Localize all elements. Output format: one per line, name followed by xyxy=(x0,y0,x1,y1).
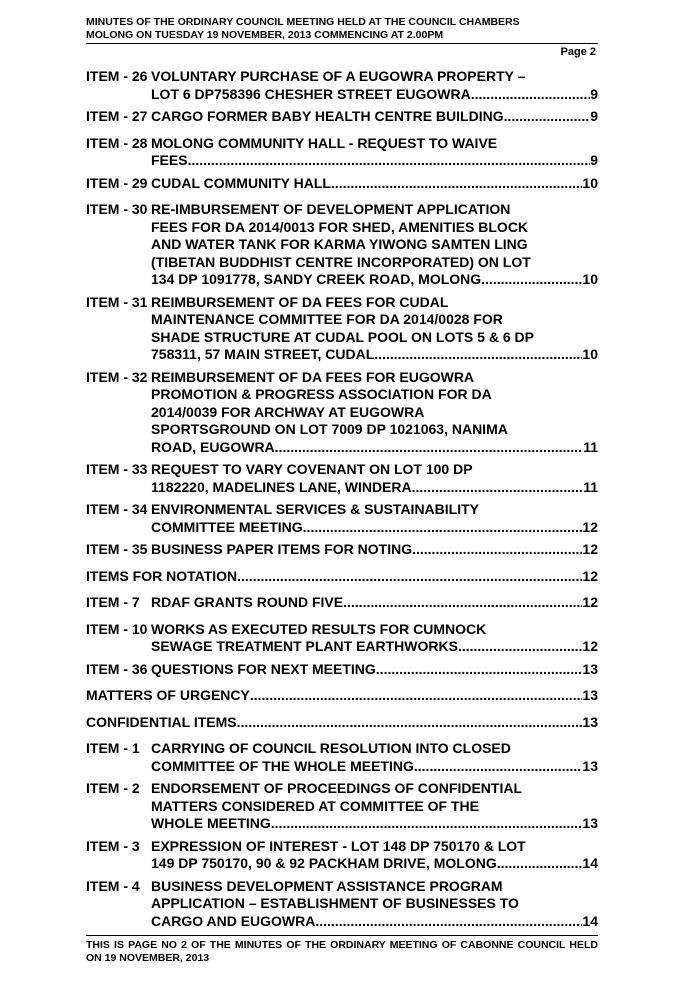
toc-entry xyxy=(86,135,598,170)
toc-entry-title xyxy=(151,369,598,457)
toc-title-line: FEES FOR DA 2014/0013 FOR SHED, AMENITIES BLOCK xyxy=(151,218,529,235)
toc-title-line: MATTERS CONSIDERED AT COMMITTEE OF THE xyxy=(151,797,479,814)
toc-item-number: ITEM - 27 xyxy=(86,108,148,124)
toc-title-line: MATTERS OF URGENCY xyxy=(86,687,250,703)
toc-title-line: CONFIDENTIAL ITEMS xyxy=(86,713,237,730)
toc-entry-title xyxy=(151,594,598,612)
dot-leader xyxy=(504,108,591,126)
toc-entry xyxy=(86,68,598,103)
toc-page-number: 13 xyxy=(582,713,598,730)
toc-entry xyxy=(86,838,598,873)
toc-title-line: REQUEST TO VARY COVENANT ON LOT 100 DP xyxy=(151,461,473,477)
toc-item-number: ITEM - 30 xyxy=(86,201,148,217)
toc-entry-title xyxy=(151,461,598,496)
toc-entry-title xyxy=(151,135,598,170)
toc-entry-title xyxy=(151,621,598,656)
toc-entry-title xyxy=(151,175,598,193)
toc-title-line: WHOLE MEETING xyxy=(151,815,271,831)
toc-item-number: ITEM - 10 xyxy=(86,620,148,637)
toc-entry xyxy=(86,714,598,732)
toc-title-line: 2014/0039 FOR ARCHWAY AT EUGOWRA xyxy=(151,403,425,420)
toc-item-number: ITEM - 29 xyxy=(86,174,148,191)
toc-page-number: 10 xyxy=(582,271,598,287)
toc-entry xyxy=(86,568,598,586)
toc-title-line: QUESTIONS FOR NEXT MEETING xyxy=(151,660,376,677)
toc-entry-title xyxy=(151,201,598,289)
toc-entry xyxy=(86,594,598,612)
toc-title-line: CARRYING OF COUNCIL RESOLUTION INTO CLOSED xyxy=(151,740,511,756)
document-header xyxy=(86,16,598,44)
dot-leader xyxy=(315,913,582,931)
toc-entry-title xyxy=(151,740,598,775)
toc-title-line: RDAF GRANTS ROUND FIVE xyxy=(151,594,344,610)
toc-title-line: 1182220, MADELINES LANE, WINDERA xyxy=(151,478,412,495)
dot-leader xyxy=(343,594,582,612)
header-line-2: MOLONG ON TUESDAY 19 NOVEMBER, 2013 COMMENCING AT 2.00PM xyxy=(86,29,598,44)
toc-entry xyxy=(86,175,598,193)
toc-title-line: COMMITTEE MEETING xyxy=(151,518,303,535)
toc-title-line: APPLICATION – ESTABLISHMENT OF BUSINESSES TO xyxy=(151,895,519,911)
header-line-1: MINUTES OF THE ORDINARY COUNCIL MEETING HELD AT THE COUNCIL CHAMBERS xyxy=(86,16,520,28)
toc-item-number: ITEM - 4 xyxy=(86,877,140,894)
dot-leader xyxy=(331,175,583,193)
toc-item-number: ITEM - 1 xyxy=(86,740,140,756)
toc-entry-title xyxy=(151,294,598,364)
toc-entry xyxy=(86,108,598,126)
toc-page-number: 14 xyxy=(582,855,598,871)
toc-title-line: LOT 6 DP758396 CHESHER STREET EUGOWRA xyxy=(151,85,471,102)
toc-entry-title xyxy=(151,661,598,679)
toc-title-line: 149 DP 750170, 90 & 92 PACKHAM DRIVE, MOLONG xyxy=(151,855,497,871)
toc-page-number: 12 xyxy=(582,594,598,610)
toc-entry-title xyxy=(86,714,598,732)
toc-title-line: AND WATER TANK FOR KARMA YIWONG SAMTEN LING xyxy=(151,236,528,252)
toc-title-line: SHADE STRUCTURE AT CUDAL POOL ON LOTS 5 & 6 DP xyxy=(151,328,534,345)
toc-entry xyxy=(86,780,598,833)
toc-title-line: EXPRESSION OF INTEREST - LOT 148 DP 750170 & LOT xyxy=(151,837,526,854)
toc-item-number: ITEM - 28 xyxy=(86,134,148,151)
toc-title-line: BUSINESS PAPER ITEMS FOR NOTING xyxy=(151,541,413,557)
toc-title-line: REIMBURSEMENT OF DA FEES FOR EUGOWRA xyxy=(151,368,475,385)
toc-entry xyxy=(86,740,598,775)
toc-title-line: REIMBURSEMENT OF DA FEES FOR CUDAL xyxy=(151,293,449,310)
toc-title-line: 134 DP 1091778, SANDY CREEK ROAD, MOLONG xyxy=(151,271,482,287)
toc-page-number: 12 xyxy=(582,567,598,584)
toc-title-line: 758311, 57 MAIN STREET, CUDAL xyxy=(151,346,375,362)
document-footer: THIS IS PAGE NO 2 OF THE MINUTES OF THE ORDINARY MEETING OF CABONNE COUNCIL HELD ON 19 NOVEMBER, 2013 xyxy=(86,935,598,965)
toc-title-line: SEWAGE TREATMENT PLANT EARTHWORKS xyxy=(151,638,458,654)
toc-entry-title xyxy=(151,838,598,873)
toc-page-number: 12 xyxy=(582,518,598,535)
toc-page-number: 9 xyxy=(590,85,598,102)
toc-title-line: VOLUNTARY PURCHASE OF A EUGOWRA PROPERTY – xyxy=(151,68,526,84)
dot-leader xyxy=(188,152,591,170)
toc-page-number: 10 xyxy=(582,174,598,191)
page-number: Page 2 xyxy=(560,46,596,58)
dot-leader xyxy=(497,855,583,873)
toc-title-line: WORKS AS EXECUTED RESULTS FOR CUMNOCK xyxy=(151,620,487,637)
toc-item-number: ITEM - 32 xyxy=(86,368,148,385)
toc-title-line: FEES xyxy=(151,152,188,168)
toc-entry xyxy=(86,461,598,496)
toc-page-number: 11 xyxy=(583,438,598,455)
toc-title-line: ENVIRONMENTAL SERVICES & SUSTAINABILITY xyxy=(151,501,479,517)
toc-item-number: ITEM - 3 xyxy=(86,837,140,854)
toc-title-line: (TIBETAN BUDDHIST CENTRE INCORPORATED) ON LOT xyxy=(151,253,531,270)
dot-leader xyxy=(481,271,582,289)
toc-item-number: ITEM - 34 xyxy=(86,501,148,517)
dot-leader xyxy=(237,714,583,732)
toc-entry-title xyxy=(151,501,598,536)
toc-page-number: 10 xyxy=(582,346,598,362)
dot-leader xyxy=(412,479,584,497)
toc-title-line: CARGO FORMER BABY HEALTH CENTRE BUILDING xyxy=(151,108,504,124)
toc-page-number: 14 xyxy=(582,912,598,929)
toc-entry xyxy=(86,621,598,656)
toc-entry xyxy=(86,294,598,364)
toc-entry-title xyxy=(151,541,598,559)
dot-leader xyxy=(271,815,583,833)
toc-entry xyxy=(86,501,598,536)
dot-leader xyxy=(250,687,583,705)
dot-leader xyxy=(275,439,584,457)
toc-title-line: COMMITTEE OF THE WHOLE MEETING xyxy=(151,757,414,774)
dot-leader xyxy=(414,758,583,776)
toc-item-number: ITEM - 7 xyxy=(86,594,140,610)
toc-title-line: CARGO AND EUGOWRA xyxy=(151,912,316,929)
toc-entry-title xyxy=(151,780,598,833)
toc-title-line: CUDAL COMMUNITY HALL xyxy=(151,174,331,191)
toc-page-number: 12 xyxy=(582,541,598,557)
toc-title-line: MAINTENANCE COMMITTEE FOR DA 2014/0028 FOR xyxy=(151,311,503,327)
toc-title-line: PROMOTION & PROGRESS ASSOCIATION FOR DA xyxy=(151,386,492,402)
toc-entry xyxy=(86,541,598,559)
toc-item-number: ITEM - 35 xyxy=(86,541,148,557)
toc-title-line: SPORTSGROUND ON LOT 7009 DP 1021063, NANIMA xyxy=(151,421,508,437)
toc-entry-title xyxy=(86,687,598,705)
toc-title-line: ITEMS FOR NOTATION xyxy=(86,567,238,584)
toc-page-number: 13 xyxy=(582,660,598,677)
toc-page-number: 13 xyxy=(582,815,598,831)
dot-leader xyxy=(412,541,582,559)
toc-item-number: ITEM - 26 xyxy=(86,68,148,84)
toc-title-line: MOLONG COMMUNITY HALL - REQUEST TO WAIVE xyxy=(151,134,498,151)
toc-page-number: 13 xyxy=(582,687,598,703)
toc-page-number: 12 xyxy=(582,638,598,654)
dot-leader xyxy=(376,661,583,679)
toc-item-number: ITEM - 36 xyxy=(86,660,148,677)
toc-entry-title xyxy=(151,108,598,126)
dot-leader xyxy=(471,86,590,104)
toc-page-number: 9 xyxy=(590,108,598,124)
dot-leader xyxy=(237,568,582,586)
toc-entry-title xyxy=(151,878,598,931)
toc-entry-title xyxy=(151,68,598,103)
toc-entry xyxy=(86,201,598,289)
toc-entry xyxy=(86,687,598,705)
toc-entry xyxy=(86,661,598,679)
toc-entry xyxy=(86,878,598,931)
toc-page-number: 9 xyxy=(590,152,598,168)
dot-leader xyxy=(303,519,583,537)
toc-page-number: 13 xyxy=(582,757,598,774)
toc-title-line: BUSINESS DEVELOPMENT ASSISTANCE PROGRAM xyxy=(151,877,503,894)
table-of-contents xyxy=(86,68,598,935)
toc-entry xyxy=(86,369,598,457)
toc-title-line: RE-IMBURSEMENT OF DEVELOPMENT APPLICATION xyxy=(151,201,511,217)
toc-item-number: ITEM - 2 xyxy=(86,780,140,796)
toc-title-line: ROAD, EUGOWRA xyxy=(151,438,275,455)
dot-leader xyxy=(458,638,582,656)
toc-item-number: ITEM - 33 xyxy=(86,461,148,477)
dot-leader xyxy=(374,346,582,364)
toc-title-line: ENDORSEMENT OF PROCEEDINGS OF CONFIDENTIAL xyxy=(151,780,523,796)
toc-item-number: ITEM - 31 xyxy=(86,293,148,310)
toc-entry-title xyxy=(86,568,598,586)
toc-page-number: 11 xyxy=(583,478,598,495)
